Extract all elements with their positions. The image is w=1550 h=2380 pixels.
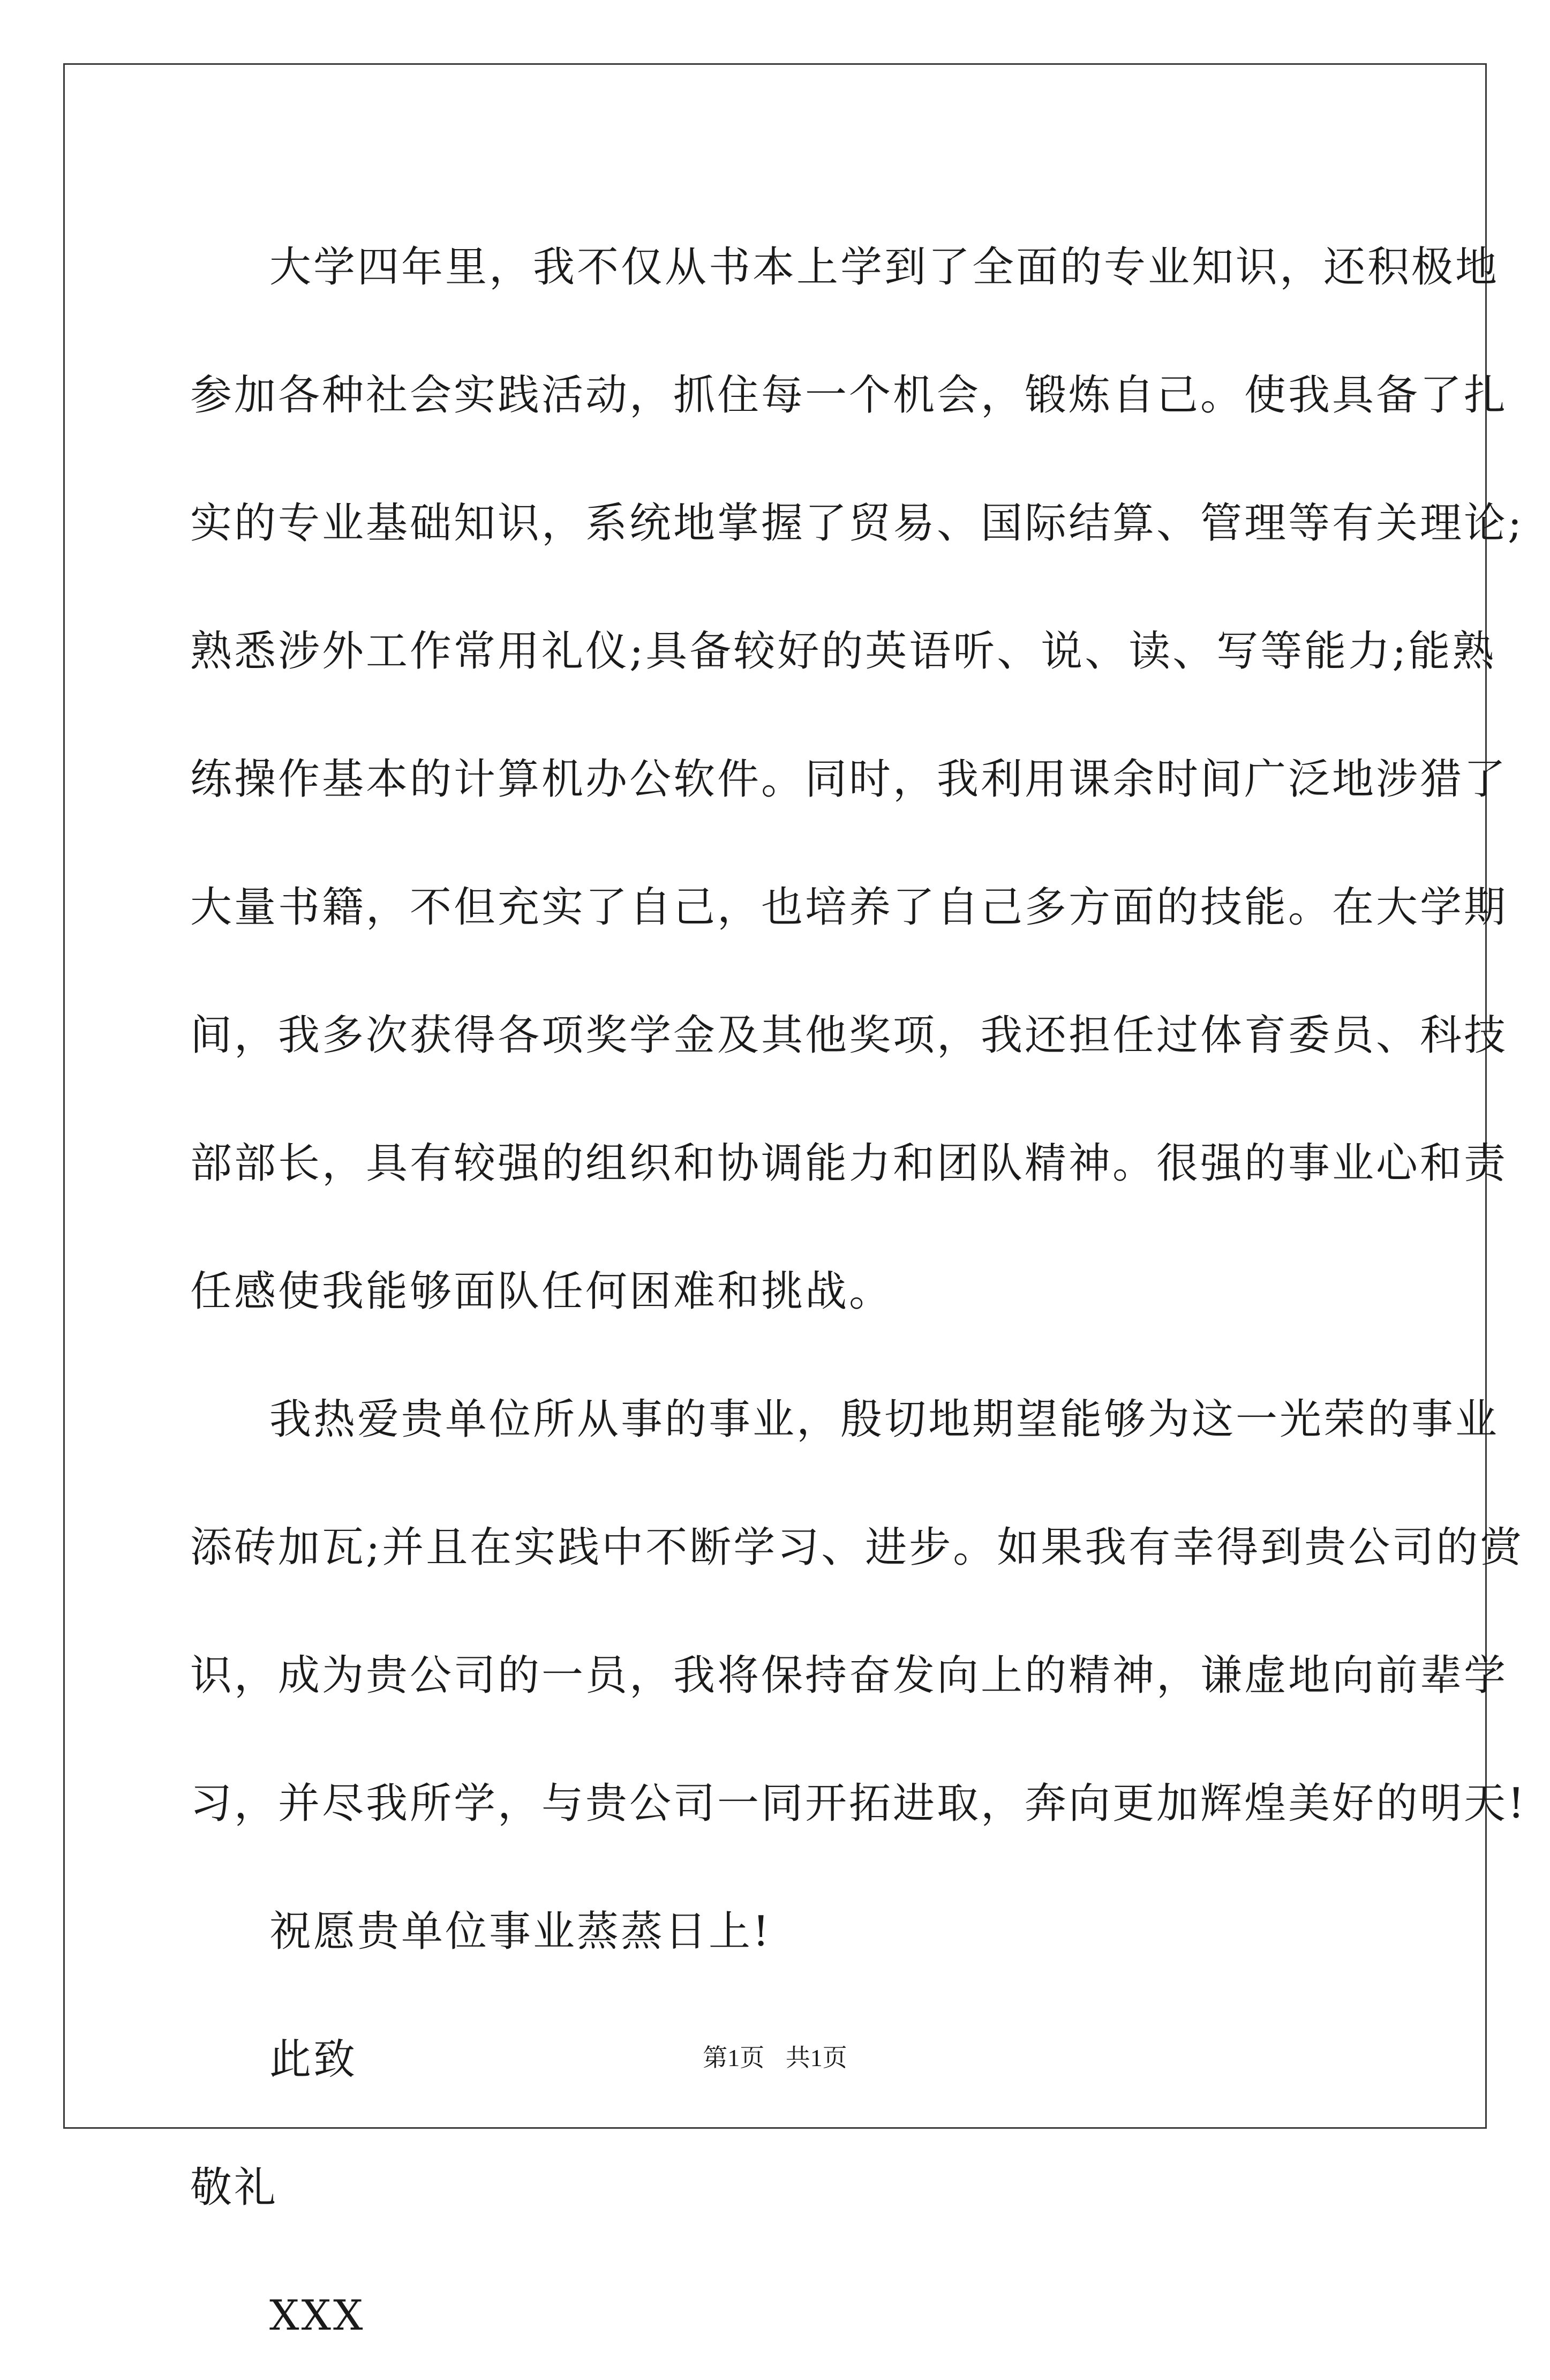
page-footer: [0, 2038, 1550, 2074]
paragraph-2-line-3: 识，成为贵公司的一员，我将保持奋发向上的精神，谦虚地向前辈学: [190, 1651, 1508, 1700]
paragraph-1-line-1: 大学四年里，我不仅从书本上学到了全面的专业知识，还积极地: [269, 243, 1500, 291]
paragraph-1-line-9: 任感使我能够面队任何困难和挑战。: [190, 1267, 893, 1316]
paragraph-1-line-3: 实的专业基础知识，系统地掌握了贸易、国际结算、管理等有关理论;: [190, 499, 1524, 547]
paragraph-1-line-7: 间，我多次获得各项奖学金及其他奖项，我还担任过体育委员、科技: [190, 1011, 1508, 1060]
signature-name: XXX: [269, 2292, 365, 2340]
paragraph-1-line-6: 大量书籍，不但充实了自己，也培养了自己多方面的技能。在大学期: [190, 883, 1508, 932]
closing-wish: 祝愿贵单位事业蒸蒸日上!: [269, 1908, 772, 1956]
page-total: 共1页: [785, 2044, 847, 2071]
paragraph-1-line-2: 参加各种社会实践活动，抓住每一个机会，锻炼自己。使我具备了扎: [190, 371, 1508, 419]
closing-cizhi: 此致: [269, 2036, 358, 2084]
closing-jingli: 敬礼: [190, 2164, 279, 2212]
paragraph-2-line-1: 我热爱贵单位所从事的事业，殷切地期望能够为这一光荣的事业: [269, 1395, 1500, 1444]
paragraph-1-line-5: 练操作基本的计算机办公软件。同时，我利用课余时间广泛地涉猎了: [190, 755, 1508, 804]
page-number: 第1页: [703, 2044, 765, 2071]
paragraph-2-line-2: 添砖加瓦;并且在实践中不断学习、进步。如果我有幸得到贵公司的赏: [190, 1523, 1524, 1572]
paragraph-1-line-8: 部部长，具有较强的组织和协调能力和团队精神。很强的事业心和责: [190, 1139, 1508, 1188]
paragraph-2-line-4: 习，并尽我所学，与贵公司一同开拓进取，奔向更加辉煌美好的明天!: [190, 1780, 1527, 1828]
paragraph-1-line-4: 熟悉涉外工作常用礼仪;具备较好的英语听、说、读、写等能力;能熟: [190, 627, 1496, 675]
